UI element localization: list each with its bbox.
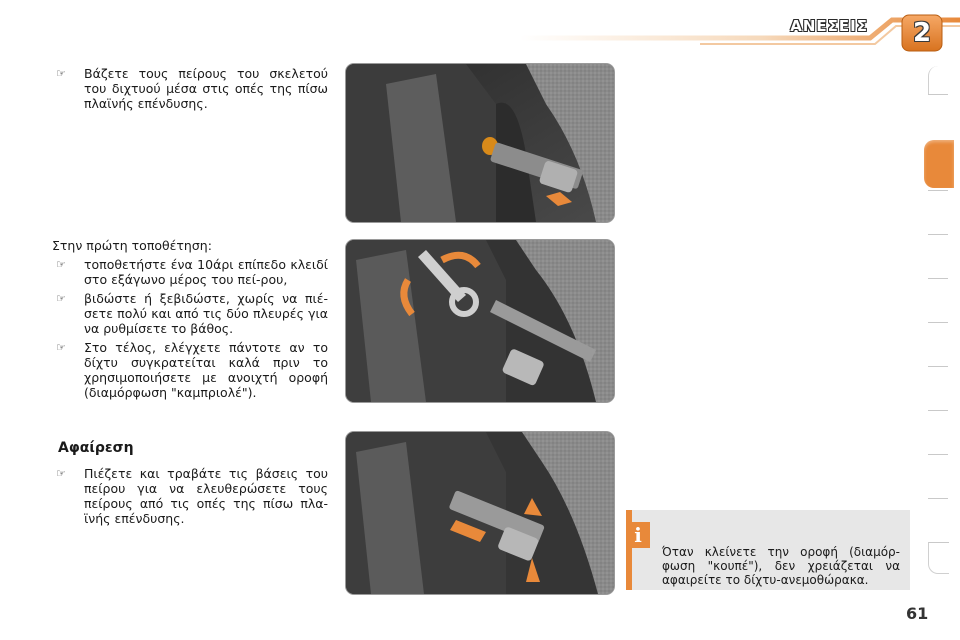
chapter-tab-8[interactable]: [928, 410, 948, 451]
removal-heading: Αφαίρεση: [58, 440, 134, 456]
list-item-text: Πιέζετε και τραβάτε τις βάσεις του πείρου για να ελευθερώσετε τους πείρους από τις οπές της πίσω πλα-ϊνής επένδυσης.: [84, 466, 328, 526]
info-note-box: [626, 510, 910, 590]
page-number: 61: [906, 604, 929, 623]
section-title: ΑΝΕΣΕΙΣ: [790, 17, 868, 35]
chapter-tab-5[interactable]: [928, 278, 948, 319]
chapter-tab-9[interactable]: [928, 454, 948, 495]
pointing-hand-icon: ☞: [56, 67, 66, 80]
chapter-tab-2[interactable]: [928, 94, 948, 135]
chapter-tab-11[interactable]: [928, 542, 949, 574]
list-item-text: Βάζετε τους πείρους του σκελετού του διχτυού μέσα στις οπές της πίσω πλαϊνής επένδυσης.: [84, 66, 328, 111]
instruction-block-1: [52, 66, 328, 115]
chapter-tab-3[interactable]: [928, 190, 948, 231]
intro-text: Στην πρώτη τοποθέτηση:: [52, 238, 212, 253]
list-item: [52, 66, 328, 111]
pointing-hand-icon: ☞: [56, 467, 66, 480]
instruction-block-3: [52, 466, 328, 530]
list-item: [52, 257, 328, 287]
pointing-hand-icon: ☞: [56, 258, 66, 271]
list-item-text: βιδώστε ή ξεβιδώστε, χωρίς να πιέ-σετε πολύ και από τις δύο πλευρές για να ρυθμίσετε το βάθος.: [84, 291, 328, 336]
list-item-text: τοποθετήστε ένα 10άρι επίπεδο κλειδί στο εξάγωνο μέρος του πεί-ρου,: [84, 257, 328, 287]
illustration-peg-insert: [346, 64, 614, 222]
list-item: [52, 291, 328, 336]
chapter-tab-6[interactable]: [928, 322, 948, 363]
pointing-hand-icon: ☞: [56, 292, 66, 305]
chapter-tab-active[interactable]: [924, 140, 954, 188]
chapter-badge: [900, 13, 944, 53]
chapter-tab-4[interactable]: [928, 234, 948, 275]
list-item-text: Στο τέλος, ελέγχετε πάντοτε αν το δίχτυ συγκρατείται καλά πριν το χρησιμοποιήσετε με ανοιχτή οροφή (διαμόρφωση "καμπριολέ").: [84, 340, 328, 400]
page-header: [0, 0, 960, 60]
chapter-tab-10[interactable]: [928, 498, 948, 539]
list-item: [52, 340, 328, 400]
illustration-peg-remove: [346, 432, 614, 594]
chapter-tabs: [928, 66, 948, 576]
pointing-hand-icon: ☞: [56, 341, 66, 354]
illustration-wrench-adjust: [346, 240, 614, 402]
instruction-block-2: [52, 238, 328, 404]
info-note-text: Όταν κλείνετε την οροφή (διαμόρ-φωση "κουπέ"), δεν χρειάζεται να αφαιρείτε το δίχτυ-ανεμοθώρακα.: [662, 545, 900, 587]
list-item: [52, 466, 328, 526]
chapter-tab-7[interactable]: [928, 366, 948, 407]
info-icon: i: [626, 522, 650, 548]
chapter-tab-1[interactable]: [928, 66, 949, 94]
chapter-number: 2: [912, 18, 932, 48]
